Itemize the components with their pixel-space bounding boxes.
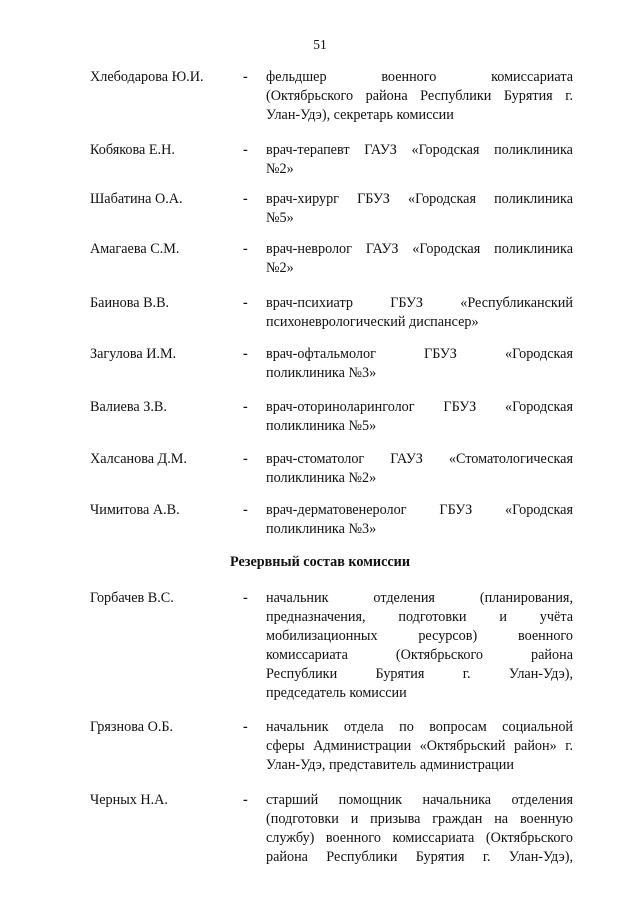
position-line: №2» (266, 161, 294, 177)
member-position (266, 450, 573, 488)
position-line: (Октябрьского района Республики Бурятия г. (266, 88, 573, 104)
position-line: №5» (266, 210, 294, 226)
position-line: начальник отдела по вопросам социальной (266, 719, 573, 735)
member-position (266, 398, 573, 436)
page-number: 51 (313, 37, 327, 52)
dash-separator: - (243, 590, 248, 606)
member-name: Горбачев В.С. (90, 590, 174, 606)
dash-separator: - (243, 241, 248, 257)
position-line: врач-хирург ГБУЗ «Городская поликлиника (266, 191, 573, 207)
member-position (266, 589, 573, 703)
member-name: Хлебодарова Ю.И. (90, 69, 204, 85)
member-name: Шабатина О.А. (90, 191, 183, 207)
dash-separator: - (243, 451, 248, 467)
member-name: Халсанова Д.М. (90, 451, 187, 467)
member-position (266, 345, 573, 383)
member-name: Амагаева С.М. (90, 241, 180, 257)
member-position (266, 141, 573, 179)
position-line: поликлиника №3» (266, 521, 377, 537)
position-line: врач-дерматовенеролог ГБУЗ «Городская (266, 502, 573, 518)
position-line: предназначения, подготовки и учёта (266, 609, 573, 625)
position-line: начальник отделения (планирования, (266, 590, 573, 606)
position-line: психоневрологический диспансер» (266, 314, 479, 330)
dash-separator: - (243, 719, 248, 735)
position-line: фельдшер военного комиссариата (266, 69, 573, 85)
position-line: Улан-Удэ), секретарь комиссии (266, 107, 454, 123)
member-position (266, 718, 573, 775)
member-position (266, 501, 573, 539)
position-line: врач-невролог ГАУЗ «Городская поликлиника (266, 241, 573, 257)
position-line: №2» (266, 260, 294, 276)
member-name: Валиева З.В. (90, 399, 167, 415)
position-line: врач-офтальмолог ГБУЗ «Городская (266, 346, 573, 362)
dash-separator: - (243, 191, 248, 207)
position-line: председатель комиссии (266, 685, 407, 701)
position-line: района Республики Бурятия г. Улан-Удэ), (266, 849, 573, 865)
member-name: Черных Н.А. (90, 792, 168, 808)
position-line: поликлиника №5» (266, 418, 377, 434)
position-line: комиссариата (Октябрьского района (266, 647, 573, 663)
member-position (266, 190, 573, 228)
position-line: врач-терапевт ГАУЗ «Городская поликлиника (266, 142, 573, 158)
position-line: Улан-Удэ, представитель администрации (266, 757, 514, 773)
position-line: старший помощник начальника отделения (266, 792, 573, 808)
member-position (266, 68, 573, 125)
position-line: мобилизационных ресурсов) военного (266, 628, 573, 644)
member-position (266, 240, 573, 278)
position-line: службу) военного комиссариата (Октябрьского (266, 830, 573, 846)
member-name: Кобякова Е.Н. (90, 142, 175, 158)
position-line: сферы Администрации «Октябрьский район» г. (266, 738, 573, 754)
dash-separator: - (243, 346, 248, 362)
position-line: поликлиника №2» (266, 470, 377, 486)
position-line: врач-психиатр ГБУЗ «Республиканский (266, 295, 573, 311)
dash-separator: - (243, 792, 248, 808)
position-line: Республики Бурятия г. Улан-Удэ), (266, 666, 573, 682)
member-name: Баинова В.В. (90, 295, 170, 311)
position-line: (подготовки и призыва граждан на военную (266, 811, 573, 827)
dash-separator: - (243, 399, 248, 415)
reserve-section-heading: Резервный состав комиссии (229, 554, 411, 570)
member-name: Чимитова А.В. (90, 502, 180, 518)
member-position (266, 294, 573, 332)
position-line: врач-стоматолог ГАУЗ «Стоматологическая (266, 451, 573, 467)
dash-separator: - (243, 142, 248, 158)
position-line: поликлиника №3» (266, 365, 377, 381)
dash-separator: - (243, 69, 248, 85)
position-line: врач-оториноларинголог ГБУЗ «Городская (266, 399, 573, 415)
member-position (266, 791, 573, 867)
member-name: Загулова И.М. (90, 346, 177, 362)
member-name: Грязнова О.Б. (90, 719, 174, 735)
dash-separator: - (243, 295, 248, 311)
dash-separator: - (243, 502, 248, 518)
